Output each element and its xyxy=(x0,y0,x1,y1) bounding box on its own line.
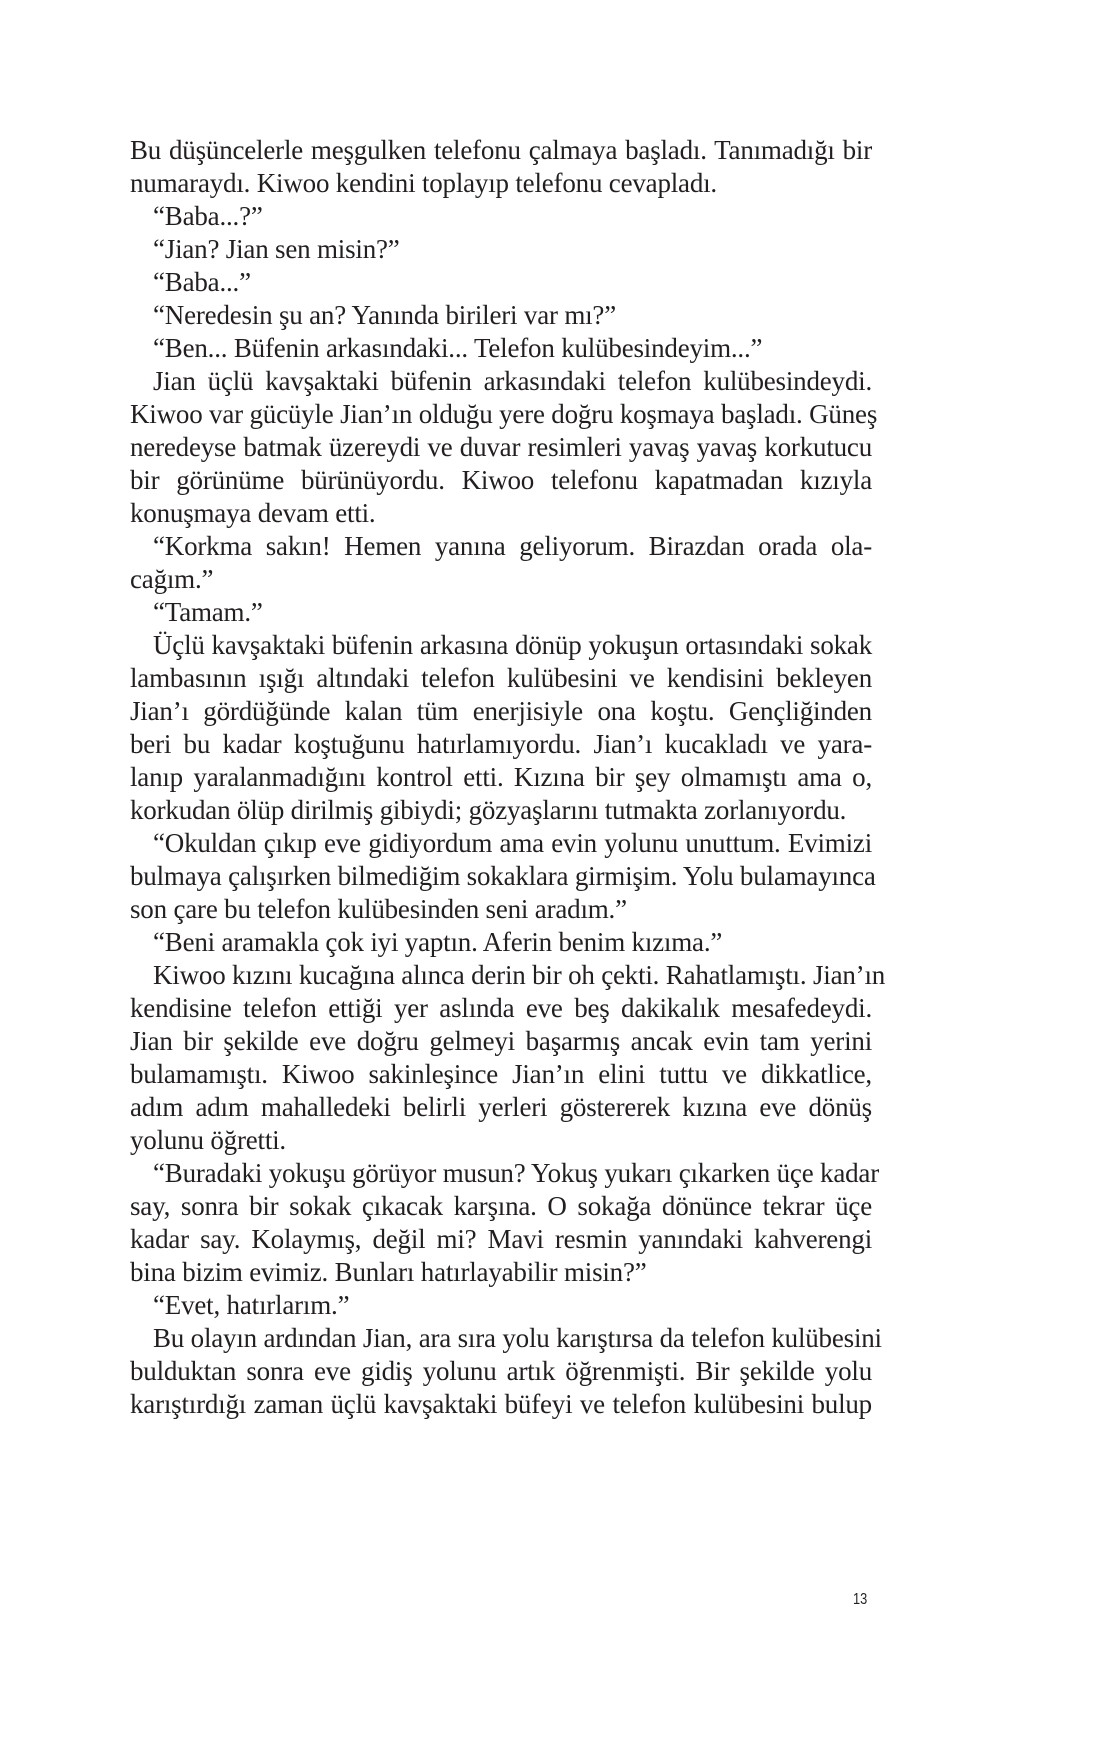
text-line: “Neredesin şu an? Yanında birileri var mı?” xyxy=(153,300,616,330)
text-line: adım adım mahalledeki belirli yerleri göstererek kızına eve dönüş xyxy=(130,1092,872,1122)
text-line: “Evet, hatırlarım.” xyxy=(153,1290,350,1320)
text-line: say, sonra bir sokak çıkacak karşına. O sokağa dönünce tekrar üçe xyxy=(130,1191,872,1221)
text-line: “Beni aramakla çok iyi yaptın. Aferin benim kızıma.” xyxy=(153,927,723,957)
text-line: “Buradaki yokuşu görüyor musun? Yokuş yukarı çıkarken üçe kadar xyxy=(153,1158,879,1188)
text-line: bulmaya çalışırken bilmediğim sokaklara girmişim. Yolu bulamayınca xyxy=(130,861,876,891)
text-line: “Ben... Büfenin arkasındaki... Telefon kulübesindeyim...” xyxy=(153,333,763,363)
text-line: karıştırdığı zaman üçlü kavşaktaki büfeyi ve telefon kulübesini bulup xyxy=(130,1389,872,1419)
text-line: bulduktan sonra eve gidiş yolunu artık öğrenmişti. Bir şekilde yolu xyxy=(130,1356,872,1386)
text-line: numaraydı. Kiwoo kendini toplayıp telefonu cevapladı. xyxy=(130,168,717,198)
text-line: Jian bir şekilde eve doğru gelmeyi başarmış ancak evin tam yerini xyxy=(130,1026,872,1056)
text-line: bulamamıştı. Kiwoo sakinleşince Jian’ın elini tuttu ve dikkatlice, xyxy=(130,1059,872,1089)
text-line: cağım.” xyxy=(130,564,214,594)
text-line: “Okuldan çıkıp eve gidiyordum ama evin yolunu unuttum. Evimizi xyxy=(153,828,872,858)
text-line: yolunu öğretti. xyxy=(130,1125,286,1155)
text-line: beri bu kadar koştuğunu hatırlamıyordu. Jian’ı kucakladı ve yara- xyxy=(130,729,872,759)
text-line: son çare bu telefon kulübesinden seni aradım.” xyxy=(130,894,627,924)
text-line: neredeyse batmak üzereydi ve duvar resimleri yavaş yavaş korkutucu xyxy=(130,432,872,462)
page-body-text xyxy=(130,134,886,1421)
text-line: lambasının ışığı altındaki telefon kulübesini ve kendisini bekleyen xyxy=(130,663,872,693)
text-line: Üçlü kavşaktaki büfenin arkasına dönüp yokuşun ortasındaki sokak xyxy=(153,630,872,660)
text-line: konuşmaya devam etti. xyxy=(130,498,376,528)
text-line: korkudan ölüp dirilmiş gibiydi; gözyaşlarını tutmakta zorlanıyordu. xyxy=(130,795,847,825)
text-line: Bu olayın ardından Jian, ara sıra yolu karıştırsa da telefon kulübesini xyxy=(153,1323,882,1353)
text-line: kendisine telefon ettiği yer aslında eve beş dakikalık mesafedeydi. xyxy=(130,993,872,1023)
text-line: “Baba...” xyxy=(153,267,251,297)
text-line: “Jian? Jian sen misin?” xyxy=(153,234,400,264)
text-line: “Korkma sakın! Hemen yanına geliyorum. Birazdan orada ola- xyxy=(153,531,872,561)
page-number: 13 xyxy=(853,1591,868,1608)
text-line: Kiwoo var gücüyle Jian’ın olduğu yere doğru koşmaya başladı. Güneş xyxy=(130,399,878,429)
text-line: “Baba...?” xyxy=(153,201,263,231)
text-line: kadar say. Kolaymış, değil mi? Mavi resmin yanındaki kahverengi xyxy=(130,1224,872,1254)
text-line: lanıp yaralanmadığını kontrol etti. Kızına bir şey olmamıştı ama o, xyxy=(130,762,872,792)
text-line: bina bizim evimiz. Bunları hatırlayabilir misin?” xyxy=(130,1257,647,1287)
text-line: “Tamam.” xyxy=(153,597,263,627)
text-line: Jian’ı gördüğünde kalan tüm enerjisiyle ona koştu. Gençliğinden xyxy=(130,696,872,726)
text-line: Bu düşüncelerle meşgulken telefonu çalmaya başladı. Tanımadığı bir xyxy=(130,135,872,165)
text-line: Kiwoo kızını kucağına alınca derin bir oh çekti. Rahatlamıştı. Jian’ın xyxy=(153,960,886,990)
text-line: bir görünüme bürünüyordu. Kiwoo telefonu kapatmadan kızıyla xyxy=(130,465,872,495)
text-line: Jian üçlü kavşaktaki büfenin arkasındaki telefon kulübesindeydi. xyxy=(153,366,872,396)
